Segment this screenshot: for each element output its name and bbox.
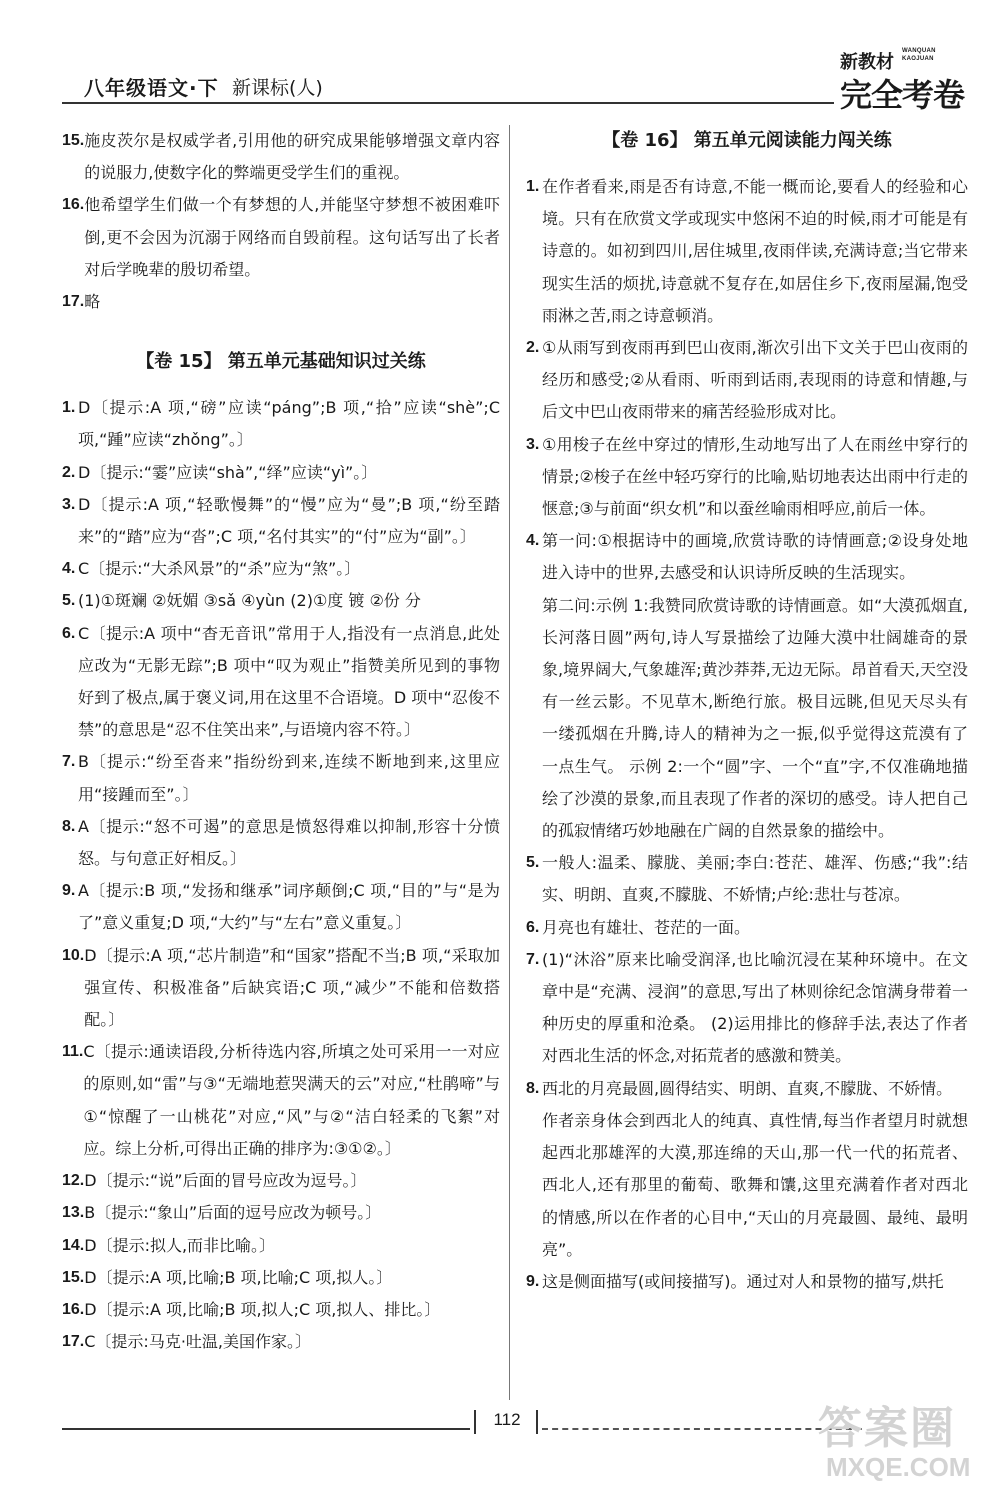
answer-number: 17. [62,1333,85,1351]
answer-number: 3. [526,435,540,453]
answer-number: 6. [62,624,76,642]
answer-text: C〔提示:通读语段,分析待选内容,所填之处可采用一一对应的原则,如“雷”与③“无端地惹哭满天的云”对应,“杜鹃啼”与①“惊醒了一山桃花”对应,“风”与②“洁白轻柔的飞絮”对应。综上分析,可得出正确的排序为:③①②。〕 [83,1042,500,1158]
answer-text: C〔提示:A 项中“杳无音讯”常用于人,指没有一点消息,此处应改为“无影无踪”;B 项中“叹为观止”指赞美所见到的事物好到了极点,属于褒义词,用在这里不合语境。D 项中“忍俊不禁”的意思是“忍不住笑出来”,与语境内容不符。〕 [78,623,500,740]
footer-bar-left [474,1410,476,1434]
answer-paragraph: 在作者看来,雨是否有诗意,不能一概而论,要看人的经验和心境。只有在欣赏文学或现实中悠闲不迫的时候,雨才可能是有诗意的。如初到四川,居住城里,夜雨伴读,充满诗意;当它带来现实生活的烦扰,诗意就不复存在,如居住乡下,夜雨屋漏,饱受雨淋之苦,雨之诗意顿消。 [542,177,968,325]
answer-paragraph: ①用梭子在丝中穿过的情形,生动地写出了人在雨丝中穿行的情景;②梭子在丝中轻巧穿行的比喻,贴切地表达出雨中行走的惬意;③与前面“织女机”和以蚕丝喻雨相呼应,前后一体。 [542,434,968,519]
answer-text [542,1266,968,1298]
book-title: 八年级语文·下 [84,76,219,100]
answer-item [526,912,968,944]
answer-item [62,811,500,875]
answer-item [62,1262,500,1294]
brand-series-label: 新教材 [840,52,894,73]
answer-paragraph: 作者亲身体会到西北人的纯真、真性情,每当作者望月时就想起西北那雄浑的大漠,那连绵的天山,那一代一代的拓荒者、西北人,还有那里的葡萄、歌舞和馕,这里充满着作者对西北的情感,所以在作者的心目中,“天山的月亮最圆、最纯、最明亮”。 [542,1110,968,1259]
answer-item [62,746,500,810]
answer-text: D〔提示:拟人,而非比喻。〕 [84,1235,276,1255]
answer-item [62,457,500,489]
answer-text: C〔提示:“大杀风景”的“杀”应为“煞”。〕 [78,559,361,579]
answer-item [62,489,500,553]
answer-item [62,1294,500,1326]
answer-item [62,286,500,318]
answer-number: 5. [526,854,540,872]
answer-item [526,944,968,1073]
answer-number: 8. [526,1079,540,1097]
answer-item [62,940,500,1037]
answer-number: 15. [62,1268,85,1286]
answer-paragraph: (1)“沐浴”原来比喻受润泽,也比喻沉浸在某种环境中。在文章中是“充满、浸润”的意思,写出了林则徐纪念馆满身带着一种历史的厚重和沧桑。 (2)运用排比的修辞手法,表达了作者对西北生活的怀念,对拓荒者的感激和赞美。 [542,949,968,1066]
answer-paragraph: 第二问:示例 1:我赞同欣赏诗歌的诗情画意。如“大漠孤烟直,长河落日圆”两句,诗人写景描绘了边陲大漠中壮阔雄奇的景象,境界阔大,气象雄浑;黄沙莽莽,无边无际。昂首看天,天空没有一丝云影。不见草木,断绝行旅。极目远眺,但见天尽头有一缕孤烟在升腾,诗人的精神为之一振,似乎觉得这荒漠有了一点生气。 示例 2:一个“圆”字、一个“直”字,不仅准确地描绘了沙漠的景象,而且表现了作者的深切的感受。诗人把自己的孤寂情绪巧妙地融在广阔的自然景象的描绘中。 [542,595,968,841]
answer-text [542,912,968,944]
watermark-logo: 答案圈 [818,1403,956,1454]
answer-item [526,1073,968,1266]
answer-item [62,1036,500,1165]
answer-number: 15. [62,132,85,149]
answer-number: 2. [62,463,76,481]
answer-number: 14. [62,1236,85,1254]
answer-number: 4. [526,532,540,550]
answer-text: C〔提示:马克·吐温,美国作家。〕 [84,1332,311,1352]
answer-text [542,1073,968,1266]
answer-text: 略 [84,292,101,312]
answer-item [62,1230,500,1262]
section-title-15: 【卷 15】 第五单元基础知识过关练 [136,351,426,373]
answer-paragraph: 西北的月亮最圆,圆得结实、明朗、直爽,不朦胧、不娇情。 [542,1078,953,1098]
answer-text [542,944,968,1073]
answer-item [526,171,968,332]
answer-text: B〔提示:“象山”后面的逗号应改为顿号。〕 [84,1203,382,1223]
watermark-url: MXQE.COM [826,1452,971,1482]
section-16-answers [526,171,968,1298]
answer-text: 他希望学生们做一个有梦想的人,并能坚守梦想不被困难吓倒,更不会因为沉溺于网络而自毁前程。这句话写出了长者对后学晚辈的殷切希望。 [84,195,500,279]
answer-text: A〔提示:B 项,“发扬和继承”词序颠倒;C 项,“目的”与“是为了”意义重复;D 项,“大约”与“左右”意义重复。〕 [78,881,500,933]
answer-number: 16. [62,196,85,214]
brand-logo-title: 完全考卷 [840,76,965,114]
answer-number: 17. [62,293,85,311]
footer-bar-right [536,1410,538,1434]
answer-number: 7. [62,753,76,771]
left-column [62,125,500,1358]
answer-item [62,553,500,585]
answer-item [62,1326,500,1358]
answer-item [62,189,500,286]
answer-text: D〔提示:A 项,比喻;B 项,拟人;C 项,拟人、排比。〕 [84,1299,441,1319]
answer-text: D〔提示:A 项,“磅”应读“páng”;B 项,“拾”应读“shè”;C 项,“踵”应读“zhǒng”。〕 [78,398,500,450]
answer-text [542,332,968,429]
left-top-answers [62,125,500,318]
answer-paragraph: 第一问:①根据诗中的画境,欣赏诗歌的诗情画意;②设身处地进入诗中的世界,去感受和认识诗所反映的生活现实。 [542,531,968,583]
answer-item [62,1165,500,1197]
answer-item [62,392,500,456]
answer-item [526,847,968,911]
section-title-16: 【卷 16】 第五单元阅读能力闯关练 [602,130,892,151]
answer-item [526,1266,968,1298]
answer-text [542,847,968,911]
header-rule [62,102,834,104]
answer-text: B〔提示:“纷至沓来”指纷纷到来,连续不断地到来,这里应用“接踵而至”。〕 [78,752,500,804]
answer-number: 13. [62,1204,85,1222]
answer-number: 12. [62,1172,85,1190]
answer-number: 1. [526,178,540,195]
right-column [526,125,968,1298]
answer-number: 2. [526,339,540,357]
answer-paragraph: ①从雨写到夜雨再到巴山夜雨,渐次引出下文关于巴山夜雨的经历和感受;②从看雨、听雨到话雨,表现雨的诗意和情趣,与后文中巴山夜雨带来的痛苦经验形成对比。 [542,338,968,422]
answer-number: 6. [526,918,540,936]
footer-rule-left [62,1428,470,1430]
answer-number: 5. [62,592,76,610]
edition-label: 新课标(人) [232,77,323,99]
answer-text: 施皮茨尔是权威学者,引用他的研究成果能够增强文章内容的说服力,使数字化的弊端更受学生们的重视。 [84,131,500,183]
answer-item [62,618,500,747]
answer-paragraph: 这是侧面描写(或间接描写)。通过对人和景物的描写,烘托 [542,1271,944,1291]
column-divider [509,125,510,1400]
answer-text [542,429,968,526]
answer-text [542,171,968,332]
section-15-answers [62,392,500,1358]
answer-paragraph: 月亮也有雄壮、苍茫的一面。 [542,917,751,937]
answer-item [526,332,968,429]
answer-text: D〔提示:A 项,“芯片制造”和“国家”搭配不当;B 项,“采取加强宣传、积极准备”后缺宾语;C 项,“减少”不能和倍数搭配。〕 [84,945,500,1030]
answer-text: D〔提示:A 项,比喻;B 项,比喻;C 项,拟人。〕 [84,1267,393,1287]
answer-item [62,875,500,939]
answer-number: 8. [62,817,76,835]
answer-text [542,525,968,847]
answer-number: 16. [62,1300,85,1318]
answer-text: D〔提示:“霎”应读“shà”,“绎”应读“yì”。〕 [78,462,378,482]
footer-rule-right [542,1428,862,1430]
answer-item [526,525,968,847]
answer-number: 3. [62,495,76,513]
answer-number: 11. [62,1043,84,1061]
answer-text: D〔提示:A 项,“轻歌慢舞”的“慢”应为“曼”;B 项,“纷至踏来”的“踏”应为“沓”;C 项,“名付其实”的“付”应为“副”。〕 [78,494,500,547]
answer-item [62,1197,500,1229]
answer-text: D〔提示:“说”后面的冒号应改为逗号。〕 [84,1171,367,1191]
answer-paragraph: 一般人:温柔、朦胧、美丽;李白:苍茫、雄浑、伤感;“我”:结实、明朗、直爽,不朦胧、不娇情;卢纶:悲壮与苍凉。 [542,853,968,905]
brand-pinyin-logo: WANQUAN KAOJUAN [902,48,936,62]
answer-item [62,585,500,617]
answer-number: 7. [526,950,540,968]
answer-text: A〔提示:“怒不可遏”的意思是愤怒得难以抑制,形容十分愤怒。与句意正好相反。〕 [78,816,500,869]
answer-number: 10. [62,946,85,964]
answer-number: 4. [62,560,76,578]
answer-item [526,429,968,526]
page-number: 112 [493,1410,521,1429]
answer-number: 9. [526,1272,540,1290]
answer-text: (1)①斑斓 ②妩媚 ③sǎ ④yùn (2)①度 镀 ②份 分 [78,591,421,611]
answer-item [62,125,500,189]
answer-number: 9. [62,882,76,900]
answer-number: 1. [62,399,76,417]
